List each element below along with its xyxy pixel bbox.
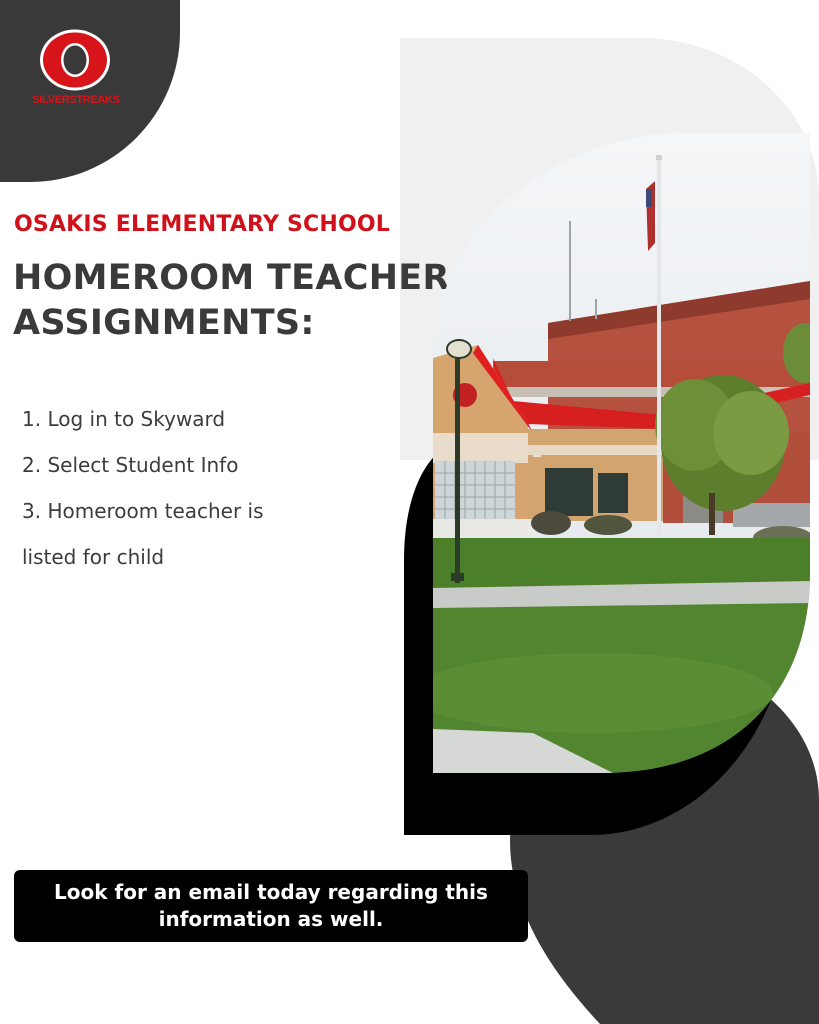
- step-3: 3. Homeroom teacher is: [22, 499, 264, 523]
- step-1: 1. Log in to Skyward: [22, 407, 226, 431]
- step-2: 2. Select Student Info: [22, 453, 239, 477]
- school-building-photo: [433, 133, 810, 773]
- title-line-1: HOMEROOM TEACHER: [13, 258, 450, 298]
- school-logo: [28, 28, 124, 112]
- logo-o-icon: [38, 28, 112, 92]
- school-name: OSAKIS ELEMENTARY SCHOOL: [14, 212, 390, 237]
- email-note-banner: [14, 870, 528, 942]
- page-title: [13, 256, 473, 346]
- title-line-2: ASSIGNMENTS:: [13, 303, 315, 343]
- email-note-text: Look for an email today regarding this information as well.: [54, 880, 488, 931]
- step-3-continued: listed for child: [22, 545, 165, 569]
- instruction-list: [22, 396, 402, 580]
- logo-wordmark: SILVERSTREAKS: [32, 94, 120, 106]
